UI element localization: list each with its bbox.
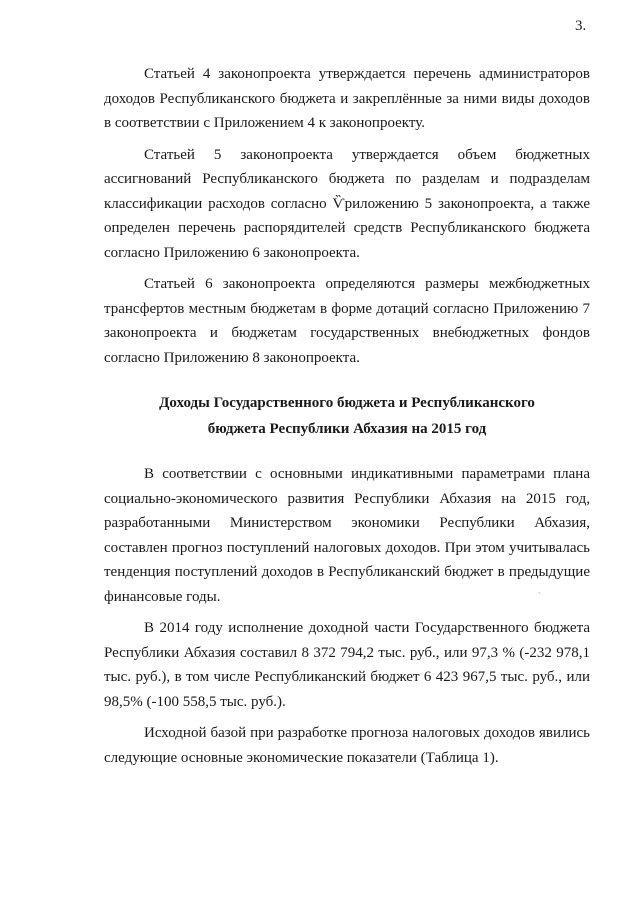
- paragraph-article-4: Статьей 4 законопроекта утверждается перечень администраторов доходов Республиканского бюджета и закреплённые за ними виды доходов в соответствии с Приложением 4 к законопроекту.: [104, 66, 590, 131]
- paragraph-article-6: Статьей 6 законопроекта определяются размеры межбюджетных трансфертов местным бюджетам в форме дотаций согласно Приложению 7 законопроекта и бюджетам государственных внебюджетных фондов согласно Приложению 8 законопроекта.: [104, 276, 590, 366]
- paragraph-forecast-basis: В соответствии с основными индикативными параметрами плана социально-экономического развития Республики Абхазия на 2015 год, разработанными Министерством экономики Республики Абхазия, составлен прогноз поступлений налоговых доходов. При этом учитывалась тенденция поступлений доходов в Республиканский бюджет в предыдущие финансовые годы.: [104, 466, 590, 605]
- section-heading-line-2: бюджета Республики Абхазия на 2015 год: [207, 421, 487, 437]
- page-number: 3.: [575, 18, 587, 34]
- section-heading-line-1: Доходы Государственного бюджета и Республиканского: [159, 395, 535, 411]
- section-heading: [104, 390, 590, 442]
- paragraph-2014-execution: В 2014 году исполнение доходной части Государственного бюджета Республики Абхазия составил 8 372 794,2 тыс. руб., или 97,3 % (-232 978,1 тыс. руб.), в том числе Республиканский бюджет 6 423 967,5 тыс. руб., или 98,5% (-100 558,5 тыс. руб.).: [104, 620, 590, 710]
- document-body: [104, 62, 590, 770]
- paragraph-article-5: Статьей 5 законопроекта утверждается объем бюджетных ассигнований Республиканского бюджета по разделам и подразделам классификации расходов согласно Ѷриложению 5 законопроекта, а также определен перечень распорядителей средств Республиканского бюджета согласно Приложению 6 законопроекта.: [104, 146, 590, 261]
- paragraph-indicators: Исходной базой при разработке прогноза налоговых доходов явились следующие основные экономические показатели (Таблица 1).: [104, 725, 590, 766]
- scan-speck: `: [538, 592, 542, 603]
